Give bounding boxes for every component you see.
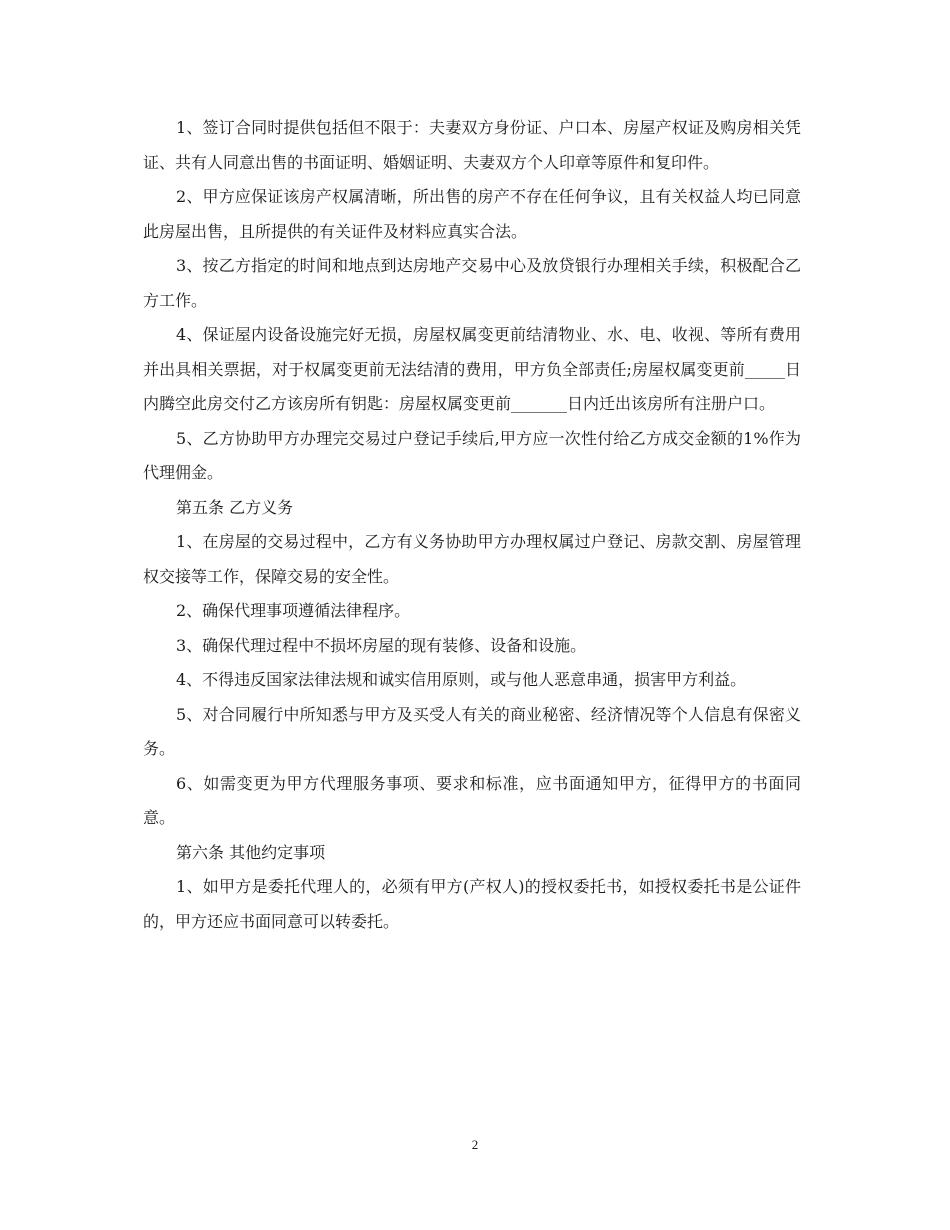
section-heading-article-5: 第五条 乙方义务 (176, 497, 294, 517)
document-body (143, 111, 801, 939)
clause-agent-2: 2、确保代理事项遵循法律程序。 (176, 601, 411, 620)
clause-seller-3: 3、按乙方指定的时间和地点到达房地产交易中心及放贷银行办理相关手续，积极配合乙方工作。 (143, 256, 801, 310)
clause-seller-4: 4、保证屋内设备设施完好无损，房屋权属变更前结清物业、水、电、收视、等所有费用并出具相关票据，对于权属变更前无法结清的费用，甲方负全部责任;房屋权属变更前_____日内腾空此房交付乙方该房所有钥匙：房屋权属变更前_______日内迁出该房所有注册户口。 (143, 325, 801, 413)
clause-agent-5: 5、对合同履行中所知悉与甲方及买受人有关的商业秘密、经济情况等个人信息有保密义务。 (143, 704, 801, 758)
clause-seller-5: 5、乙方协助甲方办理完交易过户登记手续后,甲方应一次性付给乙方成交金额的1%作为代理佣金。 (143, 428, 801, 482)
clause-seller-2: 2、甲方应保证该房产权属清晰，所出售的房产不存在任何争议，且有关权益人均已同意此房屋出售，且所提供的有关证件及材料应真实合法。 (143, 187, 801, 241)
clause-seller-1: 1、签订合同时提供包括但不限于：夫妻双方身份证、户口本、房屋产权证及购房相关凭证、共有人同意出售的书面证明、婚姻证明、夫妻双方个人印章等原件和复印件。 (143, 118, 801, 172)
clause-agent-6: 6、如需变更为甲方代理服务事项、要求和标准，应书面通知甲方，征得甲方的书面同意。 (143, 773, 801, 827)
clause-agent-1: 1、在房屋的交易过程中，乙方有义务协助甲方办理权属过户登记、房款交割、房屋管理权交接等工作，保障交易的安全性。 (143, 532, 801, 586)
clause-agent-4: 4、不得违反国家法律法规和诚实信用原则，或与他人恶意串通，损害甲方利益。 (176, 670, 747, 689)
clause-other-1: 1、如甲方是委托代理人的，必须有甲方(产权人)的授权委托书，如授权委托书是公证件的，甲方还应书面同意可以转委托。 (143, 877, 801, 931)
page-number: 2 (471, 1137, 479, 1152)
section-heading-article-6: 第六条 其他约定事项 (176, 842, 326, 862)
clause-agent-3: 3、确保代理过程中不损坏房屋的现有装修、设备和设施。 (176, 635, 587, 655)
